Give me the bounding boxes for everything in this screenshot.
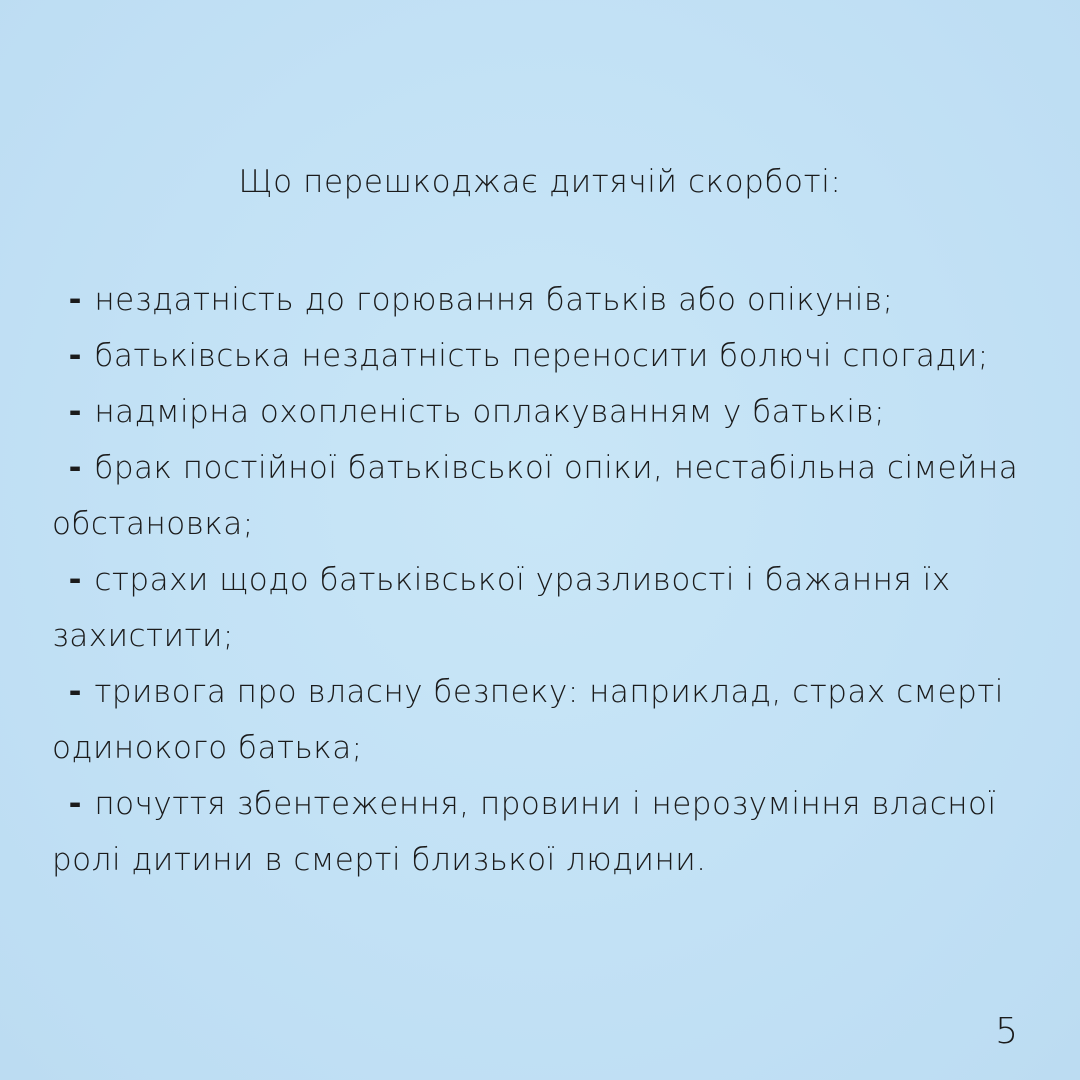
list-dash: - bbox=[68, 394, 82, 430]
obstacles-list bbox=[52, 272, 1042, 888]
list-item bbox=[52, 664, 1042, 776]
list-dash: - bbox=[68, 282, 82, 318]
list-dash: - bbox=[68, 562, 82, 598]
list-item-text: нездатність до горювання батьків або опікунів; bbox=[94, 282, 894, 318]
page-number: 5 bbox=[995, 1011, 1018, 1052]
list-dash: - bbox=[68, 786, 82, 822]
list-item-text: тривога про власну безпеку: наприклад, страх смерті одинокого батька; bbox=[52, 674, 1004, 766]
list-item bbox=[52, 384, 1042, 440]
list-item-text: почуття збентеження, провини і нерозуміння власної ролі дитини в смерті близької людини. bbox=[52, 786, 997, 878]
list-item-text: надмірна охопленість оплакуванням у батьків; bbox=[94, 394, 886, 430]
list-item-text: брак постійної батьківської опіки, нестабільна сімейна обстановка; bbox=[52, 450, 1019, 542]
list-item bbox=[52, 328, 1042, 384]
list-item-text: страхи щодо батьківської уразливості і бажання їх захистити; bbox=[52, 562, 951, 654]
list-item bbox=[52, 272, 1042, 328]
list-item bbox=[52, 776, 1042, 888]
slide-title: Що перешкоджає дитячій скорботі: bbox=[238, 164, 842, 200]
list-dash: - bbox=[68, 674, 82, 710]
list-dash: - bbox=[68, 450, 82, 486]
list-item bbox=[52, 552, 1042, 664]
list-dash: - bbox=[68, 338, 82, 374]
list-item bbox=[52, 440, 1042, 552]
list-item-text: батьківська нездатність переносити болючі спогади; bbox=[94, 338, 989, 374]
